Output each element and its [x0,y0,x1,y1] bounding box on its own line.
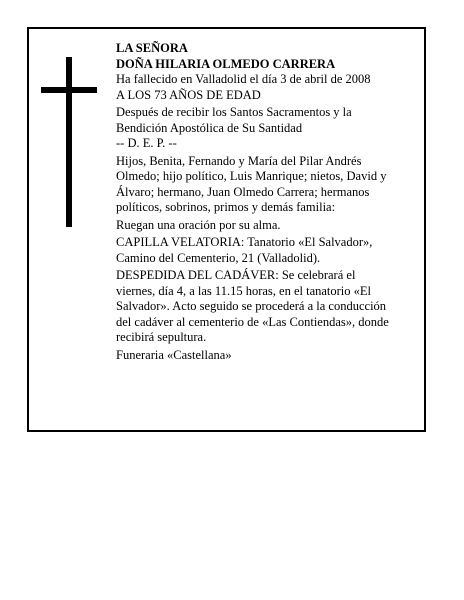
deceased-name: DOÑA HILARIA OLMEDO CARRERA [116,56,336,71]
family-line: políticos, sobrinos, primos y demás familia: [116,200,336,214]
obituary-text [116,41,416,363]
family-paragraph [116,154,416,216]
chapel-line: CAPILLA VELATORIA: Tanatorio «El Salvador», [116,235,373,249]
farewell-paragraph [116,268,416,346]
farewell-line: del cadáver al cementerio de «Las Contiendas», donde [116,314,389,329]
dep-line: -- D. E. P. -- [116,136,177,150]
cross-icon [41,57,97,227]
prayer-line: Ruegan una oración por su alma. [116,217,281,232]
death-statement: Ha fallecido en Valladolid el día 3 de abril de 2008 [116,72,371,86]
age-statement: A LOS 73 AÑOS DE EDAD [116,87,261,102]
funeral-home: Funeraria «Castellana» [116,347,232,362]
family-line: Hijos, Benita, Fernando y María del Pilar Andrés [116,153,362,168]
cross-vertical-bar [66,57,72,227]
family-line: Álvaro; hermano, Juan Olmedo Carrera; hermanos [116,184,370,199]
farewell-line: Salvador». Acto seguido se procederá a la conducción [116,299,387,313]
notice-heading: LA SEÑORA [116,41,188,55]
family-line: Olmedo; hijo político, Luis Manrique; nietos, David y [116,169,387,183]
obituary-notice [27,27,426,432]
sacraments-line: Bendición Apostólica de Su Santidad [116,120,303,135]
farewell-line: recibirá sepultura. [116,330,207,344]
farewell-line: DESPEDIDA DEL CADÁVER: Se celebrará el [116,268,356,282]
farewell-line: viernes, día 4, a las 11.15 horas, en el tanatorio «El [116,283,372,298]
chapel-paragraph [116,235,416,266]
sacraments-paragraph [116,105,416,136]
sacraments-line: Después de recibir los Santos Sacramentos y la [116,105,352,119]
chapel-line: Camino del Cementerio, 21 (Valladolid). [116,250,321,265]
cross-horizontal-bar [41,87,97,93]
